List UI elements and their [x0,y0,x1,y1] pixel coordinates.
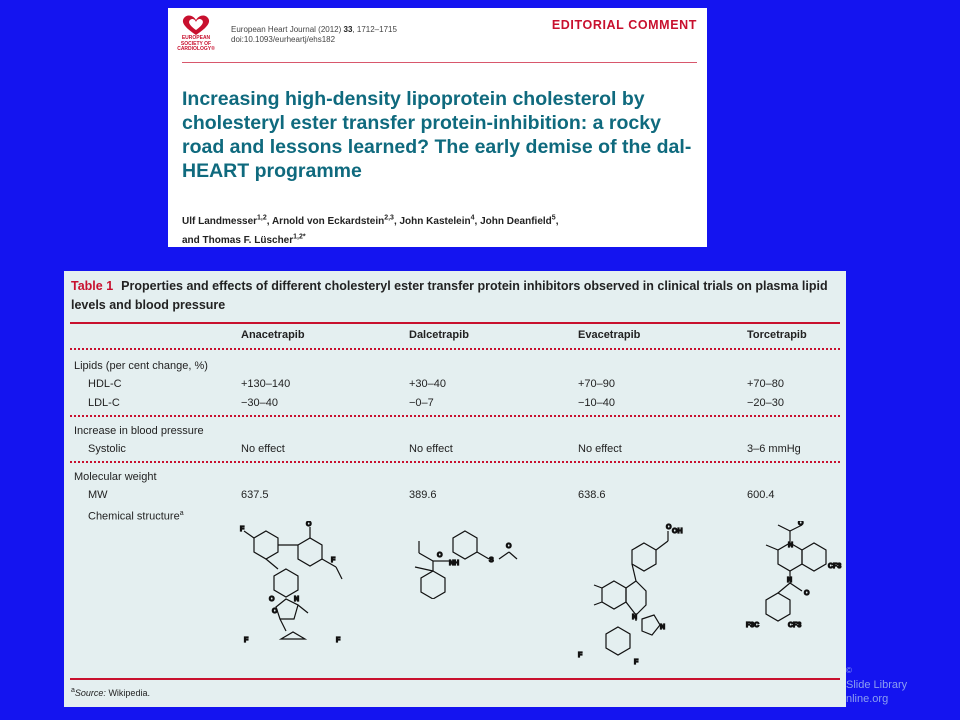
watermark-line-3: nline.org [846,693,889,705]
header-rule [70,348,840,350]
column-header-evacetrapib: Evacetrapib [578,329,641,341]
article-title: Increasing high-density lipoprotein cholesterol by cholesteryl ester transfer protein-inhibition: a rocky road and lessons learned? The early demise of the dal-HEART programme [182,88,692,182]
row-label-ldl-c: LDL-C [88,397,120,409]
ldl-dalcetrapib: −0–7 [409,397,434,409]
journal-volume: 33 [343,25,353,34]
ldl-torcetrapib: −20–30 [747,397,785,409]
atom-label: N [294,596,300,603]
row-label-hdl-c: HDL-C [88,378,122,390]
section-heading-molecular-weight: Molecular weight [74,471,157,483]
atom-label: N [787,577,793,584]
ldl-evacetrapib: −10–40 [578,397,616,409]
atom-label: O [269,596,275,603]
atom-label: CF3 [828,563,842,570]
author: and Thomas F. Lüscher$^{1,2*}$ [182,233,306,246]
hdl-torcetrapib: +70–80 [747,378,785,390]
dalcetrapib-structure [409,527,519,599]
atom-label: F [578,652,583,659]
section-rule [70,415,840,417]
atom-label: F [336,637,341,643]
hdl-evacetrapib: +70–90 [578,378,616,390]
atom-label: O [804,590,810,597]
column-header-torcetrapib: Torcetrapib [747,329,807,341]
journal-citation [231,24,397,35]
header-divider [182,62,697,63]
torcetrapib-structure [744,521,844,631]
row-label-chemical-structure: Chemical structure$^a$ [88,510,184,523]
atom-label: O [666,524,672,531]
watermark-line-1: © [846,666,852,675]
table-label: Table 1 [71,279,114,293]
atom-label: O [798,521,804,527]
atom-label: NH [449,560,460,567]
journal-name: European Heart Journal (2012) [231,25,344,34]
journal-pages: , 1712–1715 [352,25,397,34]
atom-label: N [632,614,638,621]
hdl-dalcetrapib: +30–40 [409,378,447,390]
table-top-rule [70,322,840,324]
table-caption [71,277,841,315]
section-label: EDITORIAL COMMENT [551,18,697,32]
esc-logo [176,14,216,62]
logo-text: EUROPEAN SOCIETY OF CARDIOLOGY® [177,35,215,52]
systolic-torcetrapib: 3–6 mmHg [747,443,801,455]
atom-label: F [244,637,249,643]
watermark-line-2: Slide Library [846,679,908,691]
anacetrapib-structure [236,521,366,643]
slide-library-watermark [846,664,956,706]
section-rule [70,461,840,463]
mw-torcetrapib: 600.4 [747,489,775,501]
atom-label: O [506,543,512,550]
atom-label: S [489,557,494,564]
systolic-dalcetrapib: No effect [409,443,453,455]
atom-label: F [331,557,336,564]
heart-logo-icon [180,14,212,36]
systolic-anacetrapib: No effect [241,443,285,455]
mw-anacetrapib: 637.5 [241,489,269,501]
atom-label: OH [672,528,683,535]
editorial-header-card [168,8,707,247]
column-header-anacetrapib: Anacetrapib [241,329,305,341]
atom-label: N [660,624,666,631]
table-bottom-rule [70,678,840,680]
author-list [182,211,702,248]
author: Ulf Landmesser$^{1,2}$, [182,215,272,228]
author: John Kastelein$^4$, [399,215,481,228]
table-card [64,271,846,707]
section-heading-lipids: Lipids (per cent change, %) [74,360,208,372]
table-footnote: $^a$Source: Wikipedia. [71,687,150,698]
ldl-anacetrapib: −30–40 [241,397,279,409]
doi: doi:10.1093/eurheartj/ehs182 [231,35,336,44]
row-label-systolic: Systolic [88,443,126,455]
atom-label: F [240,526,245,533]
atom-label: O [272,608,278,615]
atom-label: O [437,552,443,559]
hdl-anacetrapib: +130–140 [241,378,291,390]
author: John Deanfield$^5$, [480,215,559,228]
table-caption-text: Properties and effects of different cholesteryl ester transfer protein inhibitors observed in clinical trials on plasma lipid levels and blood pressure [71,279,828,312]
column-header-dalcetrapib: Dalcetrapib [409,329,469,341]
row-label-mw: MW [88,489,108,501]
atom-label: F [634,659,639,665]
mw-evacetrapib: 638.6 [578,489,606,501]
atom-label: N [788,542,794,549]
atom-label: F3C [746,622,760,629]
atom-label: CF3 [788,622,802,629]
author: Arnold von Eckardstein$^{2,3}$, [271,215,400,228]
atom-label: O [306,521,312,528]
evacetrapib-structure [574,523,704,665]
systolic-evacetrapib: No effect [578,443,622,455]
section-heading-blood-pressure: Increase in blood pressure [74,425,204,437]
mw-dalcetrapib: 389.6 [409,489,437,501]
